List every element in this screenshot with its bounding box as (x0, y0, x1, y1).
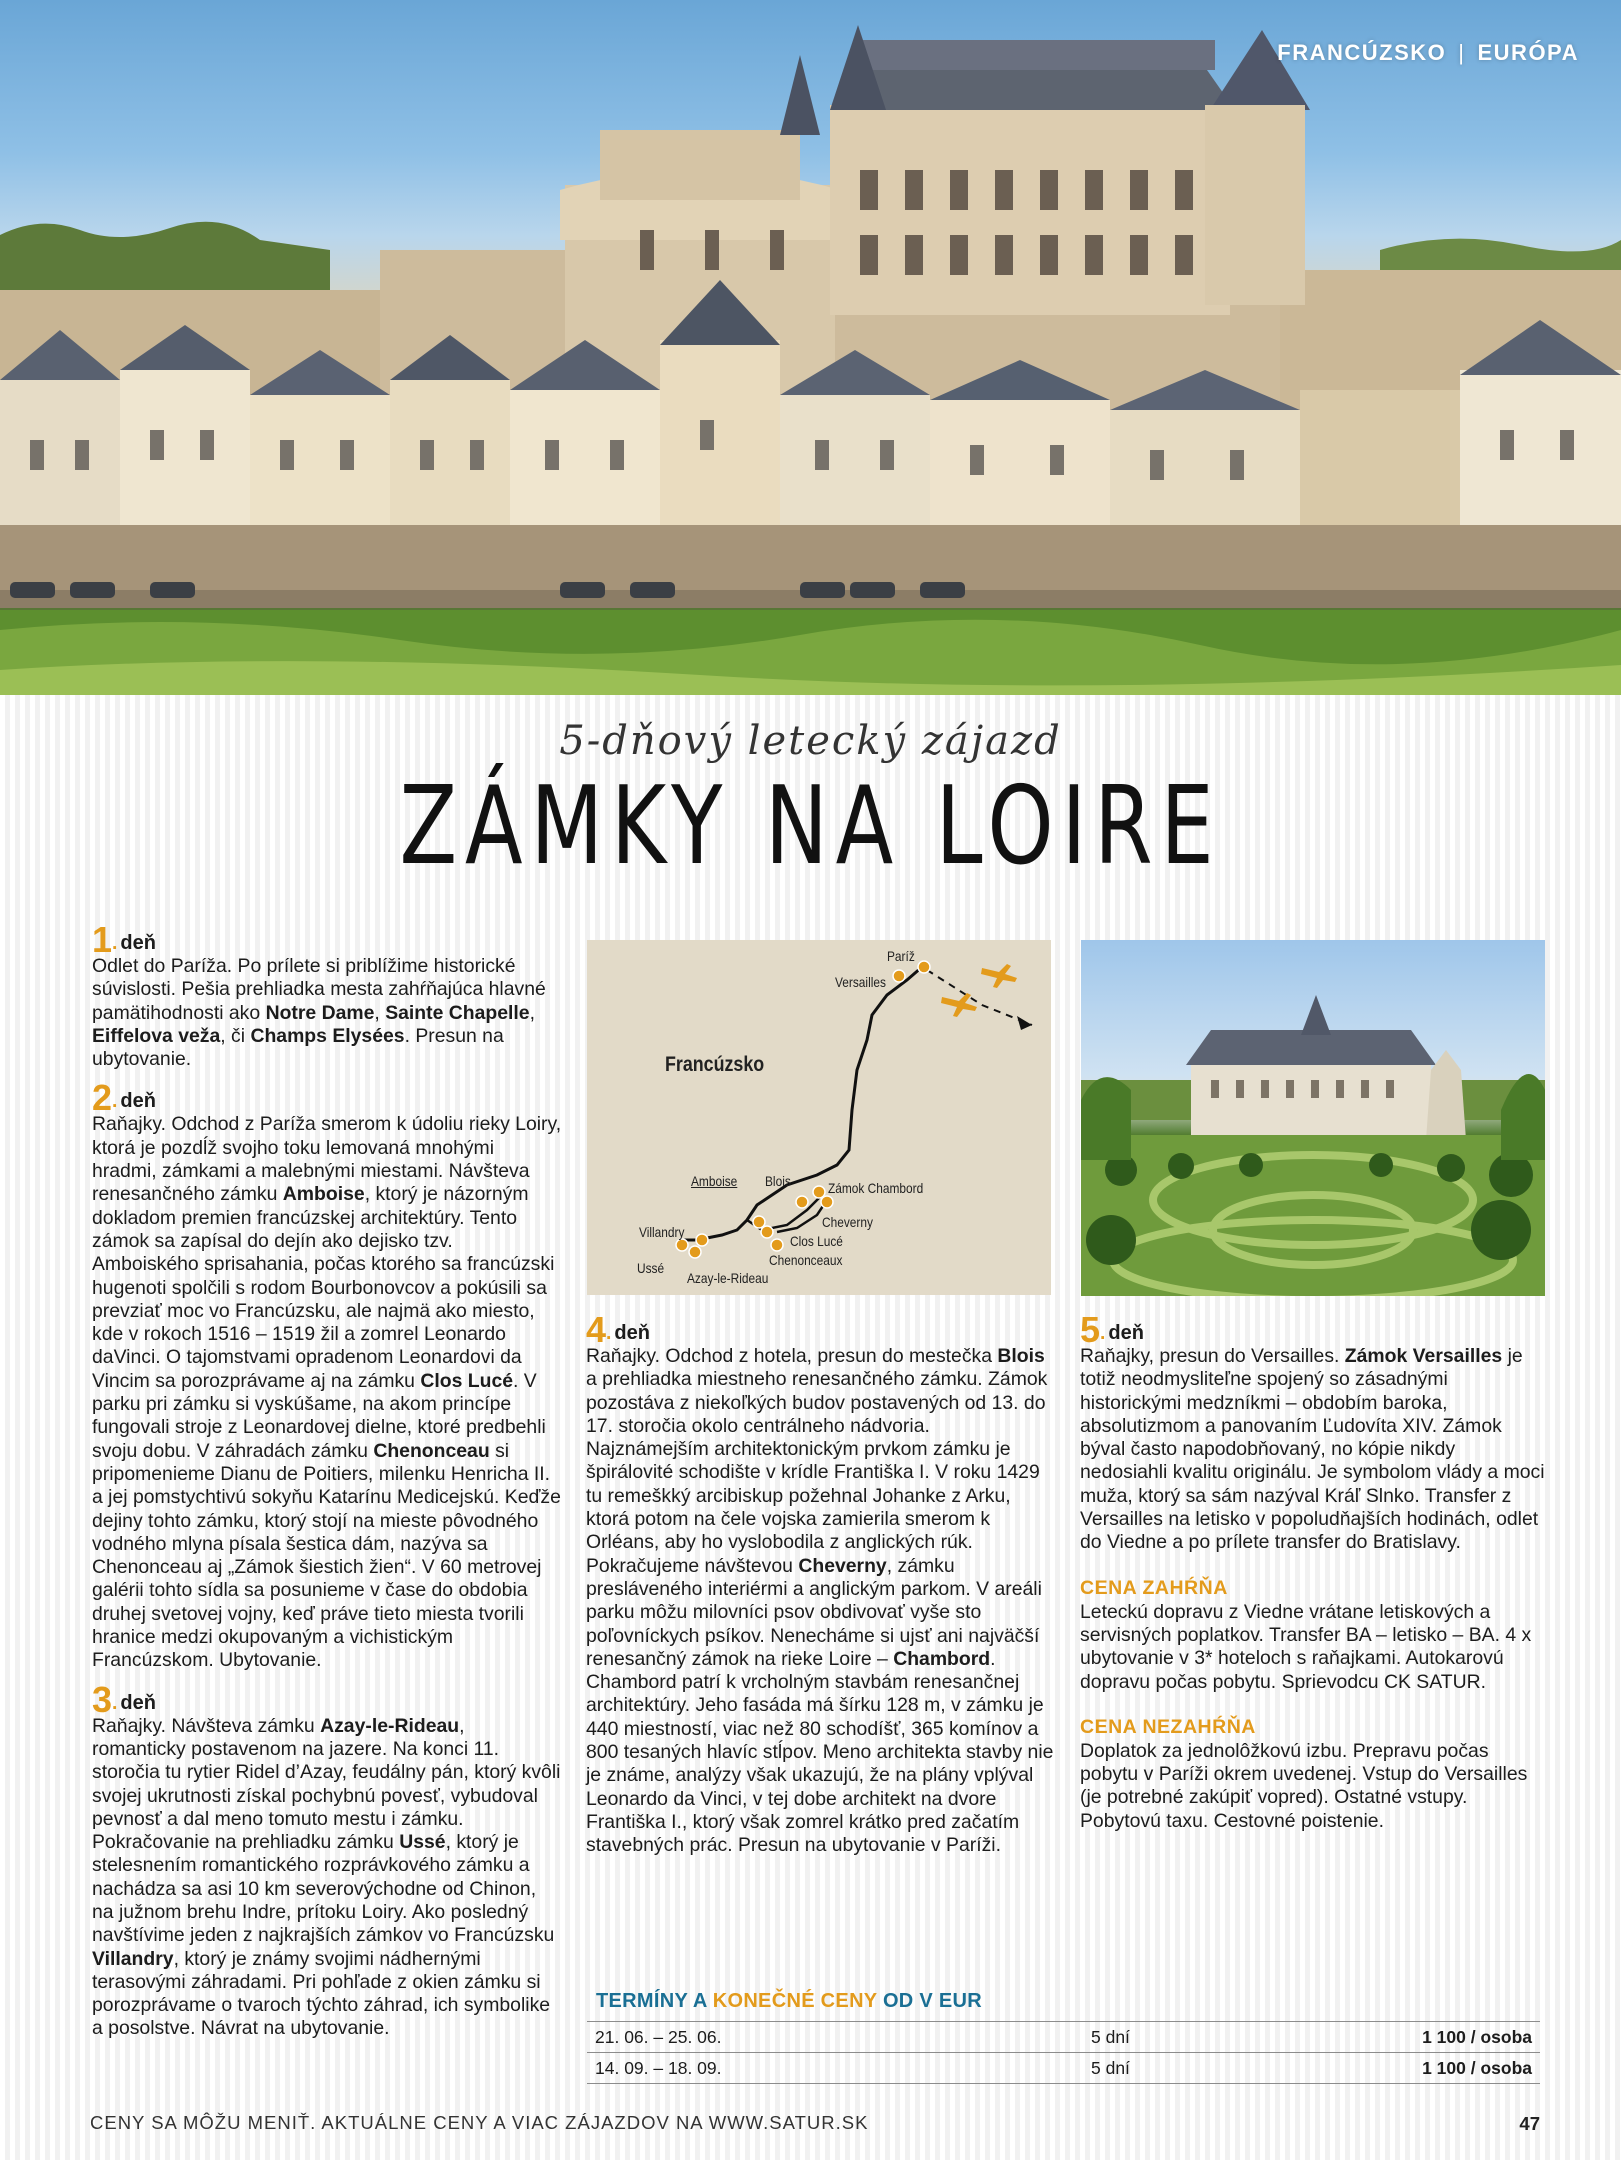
highlight-champs-elysees: Champs Elysées (250, 1024, 405, 1047)
text-run: , ktorý je názorným dokladom premien francúzskej architektúry. Tento zámok sa zapísal do dejín ako dejisko tzv. Amboiského sprisahania, počas ktorého sa francúzski hugenoti spolčili s rodom Bourbonovcov a pokúsili sa prevziať moc vo Francúzsku, ale najmä ako miesto, kde v rokoch 1516 – 1519 žil a zomrel Leonardo daVinci. O tajomstvami opradenom Leonardovi da Vincim sa porozprávame aj na zámku (92, 1183, 555, 1392)
highlight-azay-le-rideau: Azay-le-Rideau (320, 1714, 460, 1737)
marker-cheverny (821, 1196, 833, 1208)
terms-table (587, 2021, 1540, 2084)
column-right (1080, 1309, 1546, 1833)
day-1-text (92, 955, 562, 1071)
highlight-usse: Ussé (399, 1831, 446, 1854)
day-2-label: deň (120, 1090, 156, 1113)
highlight-chambord: Chambord (893, 1647, 991, 1670)
term-length: 5 dní (1083, 2022, 1399, 2053)
map-label-cheverny: Cheverny (822, 1214, 873, 1230)
marker-clos-luce (761, 1226, 773, 1238)
column-middle (586, 1309, 1056, 1858)
marker-versailles (893, 970, 905, 982)
map-label-versailles: Versailles (835, 974, 886, 990)
flight-arrow-icon (1017, 1016, 1032, 1030)
map-label-amboise: Amboise (691, 1173, 738, 1189)
day-5-label: deň (1108, 1322, 1144, 1344)
photo-chenonceau (1081, 940, 1545, 1296)
text-run: , ktorý je stelesnením romantického rozprávkového zámku a nachádza sa asi 10 km severovýchodne od Chinon, na južnom brehu Indre, prítoku Loiry. Ako posledný navštívime jeden z najkrajších zámkov vo Francúzsku (92, 1831, 555, 1947)
day-1-number: 1 (92, 919, 113, 960)
table-row (587, 2053, 1540, 2084)
footer-note: CENY SA MÔŽU MENIŤ. AKTUÁLNE CENY A VIAC ZÁJAZDOV NA WWW.SATUR.SK (90, 2112, 869, 2133)
breadcrumb-country: FRANCÚZSKO (1277, 40, 1447, 65)
chateau-garden-illustration (1081, 940, 1545, 1296)
highlight-clos-luce: Clos Lucé (420, 1369, 514, 1392)
day-4-number: 4 (586, 1309, 607, 1350)
text-run: , ktorý je známy svojimi nádhernými terasovými záhradami. Pri pohľade z okien zámku si porozprávame o tvaroch týchto záhrad, ich symbolike a posolstve. Návrat na ubytovanie. (92, 1947, 551, 2040)
terms-heading-part: OD V EUR (877, 1990, 983, 2012)
text-run: , (529, 1001, 535, 1024)
text-run: Raňajky, presun do Versailles. (1080, 1345, 1345, 1367)
term-dates: 21. 06. – 25. 06. (587, 2022, 1083, 2053)
column-left (92, 919, 562, 2041)
day-3-number: 3 (92, 1678, 113, 1720)
day-5-heading (1080, 1309, 1546, 1350)
day-3-heading (92, 1678, 562, 1720)
price-excludes-text: Doplatok za jednolôžkovú izbu. Prepravu počas pobytu v Paríži okrem uvedenej. Vstup do Versailles (je potrebné zakúpiť vopred). Ostatné vstupy. Pobytovú taxu. Cestovné poistenie. (1080, 1739, 1528, 1832)
breadcrumb-region: EURÓPA (1477, 40, 1579, 65)
map-label-usse: Ussé (637, 1260, 665, 1276)
hero-castle-illustration (0, 0, 1621, 695)
marker-blois (796, 1196, 808, 1208)
breadcrumb-separator: | (1458, 40, 1466, 65)
highlight-eiffel-tower: Eiffelova veža (92, 1024, 221, 1047)
marker-chambord (813, 1186, 825, 1198)
highlight-amboise: Amboise (282, 1183, 365, 1206)
highlight-versailles: Zámok Versailles (1344, 1345, 1503, 1367)
text-run: Raňajky. Odchod z hotela, presun do mestečka (586, 1345, 998, 1367)
page-title: ZÁMKY NA LOIRE (399, 764, 1222, 889)
route-map (587, 940, 1051, 1295)
price-excludes-heading: CENA NEZAHŔŇA (1080, 1715, 1256, 1738)
text-run: a prehliadka miestneho renesančného zámku. Zámok pozostáva z niekoľkých budov postavených od 13. do 17. storočia okolo centrálneho nádvoria. Najznámejším architektonickým prvkom zámku je špirálovité schodište v krídle Františka I. V roku 1429 tu remeškký arcibiskup požehnal Johanke z Arku, ktorá potom na čele vojska zamierila smerom k Orléans, aby ho vyslobodila z anglických rúk. Pokračujeme návštevou (586, 1368, 1048, 1577)
day-4-label: deň (614, 1322, 650, 1344)
text-run: , (374, 1001, 386, 1024)
map-label-blois: Blois (765, 1173, 791, 1189)
text-run: , zámku presláveného interiérmi a anglickým parkom. V areáli parku môžu milovníci psov obdivovať vyše sto poľovníckych psíkov. Nenecháme si ujsť ani najväčší renesančný zámok na rieke Loire – (586, 1554, 1042, 1670)
day-3-dot: . (112, 1691, 118, 1714)
day-5-text (1080, 1345, 1546, 1555)
day-5-dot: . (1100, 1322, 1106, 1344)
terms-heading (596, 1990, 982, 2013)
terms-heading-highlight: KONEČNÉ CENY (712, 1990, 878, 2012)
airplane-icon (941, 964, 1017, 1017)
day-2-text (92, 1113, 562, 1672)
text-run: Raňajky. Odchod z Paríža smerom k údoliu rieky Loiry, ktorá je pozdĺž svojho toku lemovaná mnohými hradmi, zámkami a malebnými miestami. Návšteva renesančného zámku (92, 1113, 562, 1206)
day-4-heading (586, 1309, 1056, 1350)
highlight-sainte-chapelle: Sainte Chapelle (385, 1001, 530, 1024)
map-label-chenonceaux: Chenonceaux (769, 1252, 843, 1268)
table-row (587, 2022, 1540, 2053)
marker-azay (689, 1246, 701, 1258)
marker-usse (676, 1239, 688, 1251)
text-run: . V parku pri zámku si vyskúšame, na akom princípe fungovali stroje z Leonardovej dielne, ktoré predbehli svoju dobu. V záhradách zámku (92, 1369, 546, 1462)
map-label-villandry: Villandry (639, 1224, 685, 1240)
highlight-blois: Blois (997, 1345, 1045, 1367)
text-run: . Presun na ubytovanie. (92, 1024, 504, 1071)
day-2-number: 2 (92, 1077, 113, 1119)
text-run: , romanticky postavenom na jazere. Na konci 11. storočia tu rytier Ridel d’Azay, feudálny pán, ktorý kvôli svojej ukrutnosti získal pochybnú povesť, vybudoval pevnosť a dal meno tomuto mestu i zámku. Pokračovanie na prehliadku zámku (92, 1714, 561, 1854)
map-label-clos-luce: Clos Lucé (790, 1233, 843, 1249)
text-run: je totiž neodmysliteľne spojený so zásadnými historickými medzníkmi – obdobím baroka, absolutizmom a panovaním Ľudovíta XIV. Zámok býval často napodobňovaný, no kópie nikdy nedosiahli kvalitu originálu. Je symbolom vlády a moci muža, ktorý sa sám nazýval Kráľ Slnko. Transfer z Versailles na letisko v popoludňajších hodinách, odlet do Viedne a po prílete transfer do Bratislavy. (1080, 1345, 1545, 1554)
term-length: 5 dní (1083, 2053, 1399, 2084)
term-price: 1 100 / osoba (1399, 2053, 1540, 2084)
map-country-label: Francúzsko (665, 1053, 765, 1076)
price-includes-heading: CENA ZAHŔŇA (1080, 1576, 1228, 1599)
day-2-dot: . (112, 1090, 118, 1113)
hero-photo-amboise (0, 0, 1621, 695)
price-includes-text: Leteckú dopravu z Viedne vrátane letiskových a servisných poplatkov. Transfer BA – letisko – BA. 4 x ubytovanie v 3* hoteloch s raňajkami. Autokarovú dopravu počas pobytu. Sprievodcu CK SATUR. (1080, 1600, 1532, 1693)
text-run: Raňajky. Návšteva zámku (92, 1714, 321, 1737)
text-run: . Chambord patrí k vrcholným stavbám renesančnej architektúry. Jeho fasáda má šírku 128 m, v zámku je 440 miestností, viac než 80 schodíšť, 365 komínov a 800 tesaných hlavíc stĺpov. Meno architekta stavby nie je známe, analýzy však ukazujú, že na plány vplýval Leonardo da Vinci, v tej dobe architekt na dvore Františka I., ktorý však zomrel krátko pred začatím stavebných prác. Presun na ubytovanie v Paríži. (586, 1647, 1054, 1857)
marker-villandry (696, 1234, 708, 1246)
day-5-number: 5 (1080, 1309, 1101, 1350)
text-run: si pripomenieme Dianu de Poitiers, milenku Henricha II. a jej pomstychtivú sokyňu Katarínu Medicejskú. Keďže dejiny tohto zámku, ktorý stojí na mieste pôvodného vodného mlyna písala šestica dám, nazýva sa Chenonceau aj „Zámok šiestich žien“. V 60 metrovej galérii tohto sídla sa posunieme v čase do obdobia druhej svetovej vojny, keď práve tieto miesta tvorili hranice medzi okupovaným a vichistickým Francúzskom. Ubytovanie. (92, 1439, 561, 1672)
highlight-notre-dame: Notre Dame (265, 1001, 375, 1024)
terms-heading-part: TERMÍNY A (596, 1990, 713, 2012)
text-run: Odlet do Paríža. Po prílete si priblížime historické súvislosti. Pešia prehliadka mesta zahŕňajúca hlavné pamätihodnosti ako (92, 955, 546, 1024)
highlight-cheverny: Cheverny (798, 1554, 887, 1577)
text-run: , či (220, 1024, 251, 1047)
map-label-pariz: Paríž (887, 948, 915, 964)
day-4-text (586, 1345, 1056, 1858)
day-1-dot: . (112, 932, 118, 954)
day-3-label: deň (120, 1691, 156, 1714)
term-price: 1 100 / osoba (1399, 2022, 1540, 2053)
marker-amboise (753, 1216, 765, 1228)
day-3-text (92, 1715, 562, 2041)
map-label-azay: Azay-le-Rideau (687, 1270, 769, 1286)
map-label-chambord: Zámok Chambord (828, 1180, 924, 1196)
term-dates: 14. 09. – 18. 09. (587, 2053, 1083, 2084)
marker-chenonceaux (771, 1239, 783, 1251)
highlight-chenonceau: Chenonceau (373, 1439, 490, 1462)
breadcrumb (1277, 40, 1579, 66)
page-subtitle: 5-dňový letecký zájazd (559, 718, 1062, 764)
page-number: 47 (1519, 2113, 1540, 2134)
highlight-villandry: Villandry (92, 1947, 174, 1970)
day-4-dot: . (606, 1322, 612, 1344)
day-2-heading (92, 1077, 562, 1119)
marker-pariz (918, 961, 930, 973)
day-1-heading (92, 919, 562, 960)
day-1-label: deň (120, 932, 156, 954)
